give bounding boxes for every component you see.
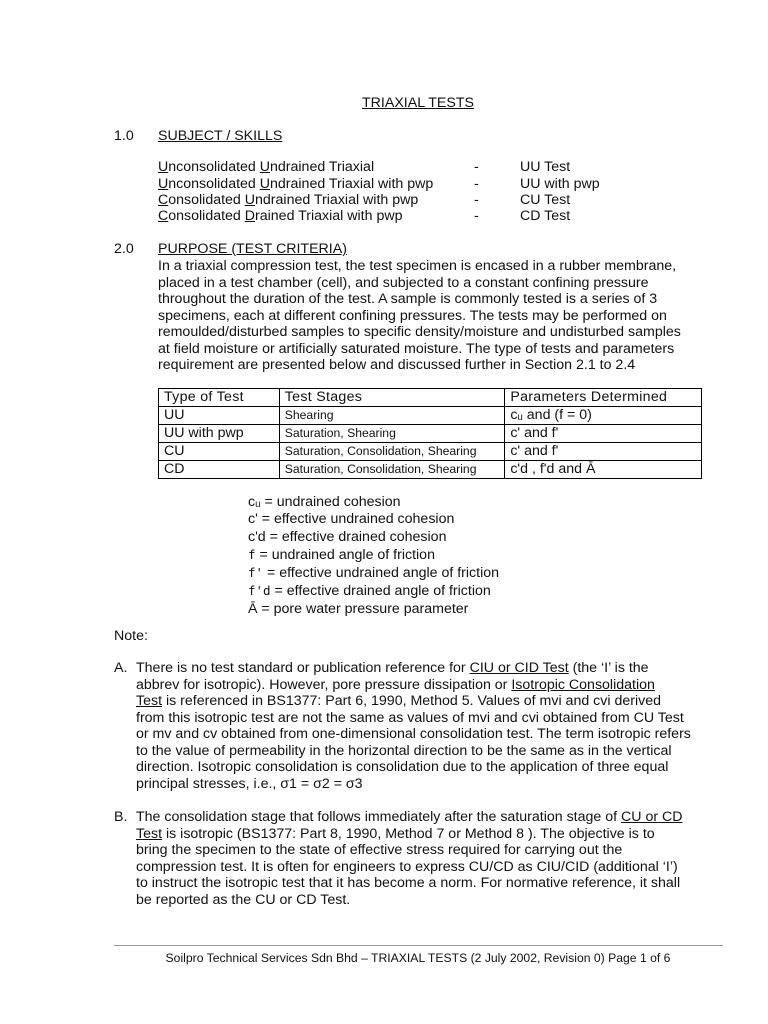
skill-initial: D (244, 208, 256, 224)
section-2-heading: PURPOSE (TEST CRITERIA) (158, 241, 347, 257)
skill-name (158, 176, 433, 193)
table-header-cell: Test Stages (279, 389, 505, 407)
note-line: compression test. It is often for engineers to express CU/CD as CIU/CID (additional ‘I’) (136, 858, 678, 875)
table-cell-params: c'd , f'd and Ā (505, 461, 702, 479)
skill-initial: U (158, 159, 169, 175)
skill-text: nconsolidated (168, 176, 260, 192)
skill-text: ndrained Triaxial with pwp (255, 192, 419, 208)
table-cell-stages: Saturation, Shearing (279, 425, 505, 443)
note-b-letter: B. (114, 809, 128, 825)
table-cell-type: CU (159, 443, 280, 461)
skill-initial: U (259, 176, 270, 192)
note-line: The consolidation stage that follows immediately after the saturation stage of CU or CD (136, 809, 683, 825)
note-b-text (136, 809, 726, 908)
note-label: Note: (114, 628, 148, 644)
footer-divider (114, 945, 723, 946)
table-row (159, 407, 702, 425)
skill-dash: - (474, 208, 479, 224)
skill-dash: - (474, 159, 479, 175)
definition-text: = effective undrained cohesion (257, 511, 455, 528)
definition-symbol: f' (248, 565, 264, 581)
definition-text: = effective drained angle of friction (270, 583, 491, 600)
underlined-reference: Isotropic Consolidation (511, 676, 655, 693)
definition-text: = effective drained cohesion (265, 528, 447, 545)
definition-symbol: c'd (248, 528, 266, 545)
skill-text: rained Triaxial with pwp (255, 208, 403, 224)
note-line: abbrev for isotropic). However, pore pressure dissipation or Isotropic Consolidation (136, 676, 655, 693)
definition-item (248, 529, 499, 546)
skill-initial: U (244, 192, 256, 208)
definition-item (248, 494, 499, 511)
purpose-line: at field moisture or artificially saturated moisture. The type of tests and parameters (158, 340, 675, 357)
note-line: to the value of permeability in the horizontal direction to be the same as in the vertical (136, 742, 672, 759)
underlined-reference: Test (136, 825, 163, 842)
skill-initial: C (158, 208, 169, 224)
purpose-line: remoulded/disturbed samples to specific density/moisture and undisturbed samples (158, 324, 681, 340)
definition-symbol: cᵤ (248, 494, 261, 510)
note-line: Test is isotropic (BS1377: Part 8, 1990, Method 7 or Method 8 ). The objective is to (136, 825, 655, 842)
definition-text: = pore water pressure parameter (257, 600, 469, 617)
purpose-line: requirement are presented below and discussed further in Section 2.1 to 2.4 (158, 357, 636, 373)
definition-symbol: Ā (248, 600, 258, 617)
definition-symbol: c' (248, 511, 258, 528)
purpose-line: placed in a test chamber (cell), and subjected to a constant confining pressure (158, 274, 649, 291)
definition-symbol: f (248, 546, 256, 562)
skill-name (158, 192, 418, 209)
section-1-heading: SUBJECT / SKILLS (158, 128, 283, 144)
note-line: bring the specimen to the state of effective stress required for carrying out the (136, 842, 623, 858)
skill-initial: U (158, 176, 169, 192)
note-a-letter: A. (114, 660, 128, 676)
section-2-number: 2.0 (114, 241, 134, 257)
symbol-definitions (248, 494, 499, 618)
definition-item (248, 546, 499, 564)
skill-code: UU Test (520, 159, 571, 175)
table-cell-stages: Saturation, Consolidation, Shearing (279, 443, 505, 461)
note-line: principal stresses, i.e., σ1 = σ2 = σ3 (136, 775, 363, 792)
definition-item (248, 511, 499, 528)
definition-item (248, 582, 499, 600)
purpose-line: throughout the duration of the test. A sample is commonly tested is a series of 3 (158, 291, 658, 307)
skill-text: nconsolidated (168, 159, 260, 175)
skill-name (158, 208, 402, 225)
document-title: TRIAXIAL TESTS (362, 95, 474, 111)
table-header-row (159, 389, 702, 407)
table-cell-type: UU with pwp (159, 425, 280, 443)
table-header-cell: Parameters Determined (505, 389, 702, 407)
purpose-line: In a triaxial compression test, the test specimen is encased in a rubber membrane, (158, 258, 677, 274)
table-row (159, 461, 702, 479)
definition-text: = undrained angle of friction (255, 546, 435, 563)
skill-text: onsolidated (168, 192, 245, 208)
table-cell-params: cᵤ and (f = 0) (505, 407, 702, 425)
skill-dash: - (474, 176, 479, 192)
note-line: Test is referenced in BS1377: Part 6, 1990, Method 5. Values of mvi and cvi derived (136, 693, 661, 709)
definition-text: = effective undrained angle of friction (263, 565, 500, 582)
skill-text: onsolidated (168, 208, 245, 224)
underlined-reference: CU or CD (621, 809, 683, 825)
table-cell-type: CD (159, 461, 280, 479)
skill-initial: U (259, 159, 270, 175)
skill-code: CD Test (520, 208, 571, 224)
skill-code: CU Test (520, 192, 571, 208)
table-cell-params: c' and f' (505, 443, 702, 461)
note-line: or mv and cv obtained from one-dimensional consolidation test. The term isotropic refers (136, 726, 691, 742)
table-cell-stages: Shearing (279, 407, 505, 425)
table-header-cell: Type of Test (159, 389, 280, 407)
table-row (159, 425, 702, 443)
section-1-number: 1.0 (114, 128, 134, 144)
definition-item (248, 601, 499, 618)
note-a-text (136, 660, 726, 792)
table-row (159, 443, 702, 461)
skill-name (158, 159, 374, 176)
purpose-line: specimens, each at different confining pressures. The tests may be performed on (158, 307, 667, 324)
table-cell-stages: Saturation, Consolidation, Shearing (279, 461, 505, 479)
note-line: There is no test standard or publication reference for CIU or CID Test (the ‘I’ is the (136, 660, 649, 676)
table-cell-type: UU (159, 407, 280, 425)
definition-symbol: f'd (248, 583, 271, 599)
page-footer: Soilpro Technical Services Sdn Bhd – TRIAXIAL TESTS (2 July 2002, Revision 0) Page 1 of 6 (165, 951, 671, 965)
test-types-table (158, 388, 702, 479)
skill-text: ndrained Triaxial (270, 159, 375, 175)
skill-code: UU with pwp (520, 176, 600, 192)
table-cell-params: c' and f' (505, 425, 702, 443)
note-line: be reported as the CU or CD Test. (136, 891, 351, 908)
skill-text: ndrained Triaxial with pwp (270, 176, 434, 192)
definition-text: = undrained cohesion (260, 494, 401, 510)
skill-dash: - (474, 192, 479, 208)
note-line: from this isotropic test are not the same as values of mvi and cvi obtained from CU Test (136, 709, 684, 726)
note-line: direction. Isotropic consolidation is consolidation due to the application of three equal (136, 759, 669, 775)
note-line: to instruct the isotropic test that it has become a norm. For normative reference, it shall (136, 875, 681, 891)
skill-initial: C (158, 192, 169, 208)
definition-item (248, 564, 499, 582)
underlined-reference: Test (136, 693, 163, 709)
underlined-reference: CIU or CID Test (469, 660, 569, 676)
purpose-paragraph (158, 258, 718, 374)
